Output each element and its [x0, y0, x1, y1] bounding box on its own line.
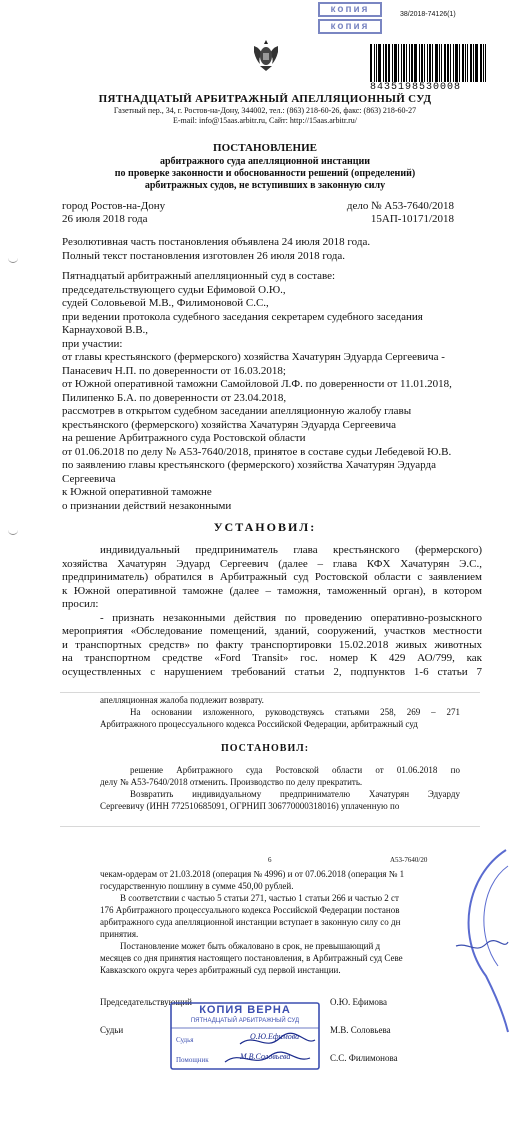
established-line: мероприятия «Обследование помещений, зданий, сооружений, участков местности: [62, 625, 482, 637]
page2-top-line: апелляционная жалоба подлежит возврату.: [100, 695, 264, 705]
composition-line: Панасевич Н.П. по доверенности от 16.03.2018;: [62, 364, 286, 377]
barcode-bars: [370, 44, 490, 82]
subtitle-line: арбитражного суда апелляционной инстанции: [159, 156, 370, 167]
composition-line: судей Соловьевой М.В., Филимоновой С.С.,: [62, 297, 269, 309]
established-line: на транспортном средстве «Ford Transit» гос. номер К 429 АО/799, как: [62, 652, 482, 664]
decision-date: 26 июля 2018 года: [62, 213, 148, 225]
round-stamp-icon: [446, 846, 510, 1036]
barcode-bar: [467, 44, 468, 82]
final-line: Кавказского округа через арбитражный суд первой инстанции.: [100, 965, 341, 975]
page-case-ref: А53-7640/20: [390, 856, 428, 864]
barcode-bar: [370, 44, 372, 82]
judges-label: Судьи: [100, 1025, 124, 1035]
barcode: [370, 44, 490, 93]
composition-line: рассмотрев в открытом судебном заседании апелляционную жалобу главы: [62, 405, 412, 417]
composition-line: к Южной оперативной таможне: [62, 486, 212, 498]
appeal-number: 15АП-10171/2018: [370, 213, 454, 225]
copy-stamp-top: копия: [318, 2, 382, 17]
final-line: принятия.: [100, 929, 139, 939]
page-divider: [60, 692, 480, 693]
barcode-digits: 8435198530008: [370, 82, 462, 93]
established-line: просил:: [62, 598, 99, 610]
stamp-title: КОПИЯ ВЕРНА: [199, 1004, 291, 1016]
composition-line: о признании действий незаконными: [62, 499, 232, 512]
composition-line: от Южной оперативной таможни Самойловой Л.Ф. по доверенности от 11.01.2018,: [62, 378, 452, 390]
barcode-bar: [432, 44, 433, 82]
barcode-bar: [450, 44, 451, 82]
barcode-bar: [475, 44, 478, 82]
barcode-bar: [455, 44, 458, 82]
final-line: В соответствии с частью 5 статьи 271, частью 1 статьи 266 и частью 2 ст: [120, 893, 399, 903]
document-subtitle: [60, 156, 470, 192]
basis-line: Арбитражного процессуального кодекса Российской Федерации, арбитражный суд: [100, 719, 418, 729]
copy-stamp: [318, 2, 382, 34]
subtitle-line: арбитражных судов, не вступивших в законную силу: [144, 180, 386, 191]
barcode-bar: [374, 44, 375, 82]
established-line: к Южной оперативной таможне (далее – таможня, таможенный орган), в котором: [62, 584, 482, 597]
presiding-label: Председательствующий: [100, 997, 192, 1007]
announcement-line: Резолютивная часть постановления объявлена 24 июля 2018 года.: [62, 236, 371, 248]
court-name: ПЯТНАДЦАТЫЙ АРБИТРАЖНЫЙ АПЕЛЛЯЦИОННЫЙ СУД: [98, 93, 432, 105]
barcode-bar: [447, 44, 449, 82]
barcode-bar: [392, 44, 393, 82]
barcode-bar: [406, 44, 407, 82]
decision-line: делу № А53-7640/2018 отменить. Производство по делу прекратить.: [100, 777, 363, 787]
composition-line: крестьянского (фермерского) хозяйства Хачатурян Эдуарда Сергеевича: [62, 418, 396, 431]
final-line: государственную пошлину в сумме 450,00 рублей.: [100, 881, 294, 891]
margin-mark-icon: [8, 256, 18, 263]
certified-copy-stamp: [170, 1002, 320, 1070]
stamp-role-judge: Судья: [176, 1036, 194, 1044]
established-line: - признать незаконными действия по проведению оперативно-розыскного: [100, 611, 482, 624]
composition-line: при участии:: [62, 337, 123, 350]
resolved-heading: ПОСТАНОВИЛ:: [220, 743, 310, 754]
barcode-bar: [465, 44, 466, 82]
barcode-bar: [453, 44, 454, 82]
composition-line: Пилипенко Б.А. по доверенности от 23.04.2018,: [62, 391, 287, 404]
composition-line: Сергеевича: [62, 472, 116, 485]
refund-line: Сергеевичу (ИНН 772510685091, ОГРНИП 306770000318016) уплаченную по: [100, 801, 400, 811]
decision-line: решение Арбитражного суда Ростовской области от 01.06.2018 по: [130, 765, 460, 775]
judge-name-third: С.С. Филимонова: [330, 1053, 398, 1063]
refund-line: Возвратить индивидуальному предпринимателю Хачатурян Эдуарду: [130, 789, 460, 799]
composition-line: от 01.06.2018 по делу № А53-7640/2018, принятое в составе судьи Лебедевой Ю.В.: [62, 445, 452, 458]
composition-line: председательствующего судьи Ефимовой О.Ю.,: [62, 283, 286, 296]
established-line: и транспортных средств» по факту транспортировки 15.02.2018 живых животных: [62, 638, 482, 651]
basis-line: На основании изложенного, руководствуясь статьями 258, 269 – 271: [130, 707, 460, 717]
stamp-signature-1: О.Ю.Ефимова: [250, 1032, 300, 1041]
stamp-signature-2: М.В.Соловьева: [240, 1052, 291, 1061]
document-title: ПОСТАНОВЛЕНИЕ: [213, 142, 317, 154]
barcode-bar: [411, 44, 413, 82]
established-line: индивидуальный предприниматель глава крестьянского (фермерского): [100, 544, 482, 556]
composition-line: по заявлению главы крестьянского (фермерского) хозяйства Хачатурян Эдуарда: [62, 459, 436, 471]
barcode-bar: [414, 44, 417, 82]
composition-line: при ведении протокола судебного заседания секретарем судебного заседания: [62, 310, 423, 323]
barcode-bar: [441, 44, 442, 82]
barcode-bar: [459, 44, 460, 82]
court-address: Газетный пер., 34, г. Ростов-на-Дону, 344002, тел.: (863) 218-60-26, факс: (863) 218-60-27: [113, 106, 417, 115]
final-text: [100, 868, 404, 976]
case-number: дело № А53-7640/2018: [346, 200, 454, 212]
established-text: [62, 544, 482, 679]
court-composition: [62, 270, 452, 513]
page-divider: [60, 826, 480, 827]
page-number: 6: [268, 856, 272, 864]
barcode-bar: [421, 44, 423, 82]
stamp-court: ПЯТНАДЦАТЫЙ АРБИТРАЖНЫЙ СУД: [190, 1018, 300, 1024]
barcode-bar: [480, 44, 482, 82]
barcode-bar: [483, 44, 484, 82]
copy-stamp-bottom: копия: [318, 19, 382, 34]
final-line: арбитражного суда апелляционной инстанции вступает в законную силу со дн: [100, 917, 401, 927]
decision-text: [100, 764, 460, 812]
composition-line: Карнауховой В.В.,: [62, 324, 149, 336]
case-code: 38/2018-74126(1): [400, 11, 456, 18]
composition-line: от главы крестьянского (фермерского) хозяйства Хачатурян Эдуарда Сергеевича -: [62, 351, 445, 363]
barcode-bar: [439, 44, 440, 82]
basis-text: [100, 706, 460, 730]
composition-line: Пятнадцатый арбитражный апелляционный суд в составе:: [62, 270, 336, 282]
city: город Ростов-на-Дону: [62, 200, 166, 212]
judge-name-second: М.В. Соловьева: [330, 1025, 391, 1035]
barcode-bar: [383, 44, 384, 82]
barcode-bar: [401, 44, 402, 82]
barcode-bar: [470, 44, 472, 82]
established-line: предприниматель) обратился в Арбитражный суд Ростовской области с заявлением: [62, 571, 482, 583]
stamp-role-assistant: Помощник: [176, 1056, 209, 1064]
barcode-bar: [473, 44, 474, 82]
barcode-bar: [403, 44, 405, 82]
barcode-bar: [444, 44, 446, 82]
barcode-bar: [398, 44, 399, 82]
barcode-bar: [462, 44, 464, 82]
margin-mark-icon: [8, 528, 18, 535]
court-contacts: E-mail: info@15aas.arbitr.ru, Сайт: http://15aas.arbitr.ru/: [173, 116, 357, 125]
announcement-line: Полный текст постановления изготовлен 26 июля 2018 года.: [62, 249, 345, 262]
final-line: 176 Арбитражного процессуального кодекса Российской Федерации постанов: [100, 905, 400, 915]
final-line: месяцев со дня принятия настоящего постановления, в Арбитражный суд Севе: [100, 953, 403, 963]
barcode-bar: [424, 44, 425, 82]
judge-name-presiding: О.Ю. Ефимова: [330, 997, 387, 1007]
coat-of-arms-icon: [250, 38, 282, 72]
barcode-bar: [485, 44, 486, 82]
subtitle-line: по проверке законности и обоснованности решений (определений): [114, 168, 416, 179]
barcode-bar: [385, 44, 387, 82]
established-heading: УСТАНОВИЛ:: [213, 520, 317, 534]
established-line: осуществленных с нарушением требований статьи 2, подпунктов 1-6 статьи 7: [62, 665, 482, 678]
barcode-bar: [376, 44, 377, 82]
barcode-bar: [394, 44, 397, 82]
final-line: Постановление может быть обжаловано в срок, не превышающий д: [120, 941, 381, 951]
barcode-bar: [378, 44, 381, 82]
barcode-bar: [409, 44, 410, 82]
barcode-bar: [429, 44, 431, 82]
final-line: чекам-ордерам от 21.03.2018 (операция № 4996) и от 07.06.2018 (операция № 1: [100, 869, 405, 879]
barcode-bar: [388, 44, 390, 82]
announcement: [62, 236, 370, 263]
established-line: хозяйства Хачатурян Эдуард Сергеевич (далее – глава КФХ Хачатурян Э.С.,: [62, 557, 482, 570]
composition-line: на решение Арбитражного суда Ростовской области: [62, 432, 306, 444]
barcode-bar: [435, 44, 438, 82]
barcode-bar: [427, 44, 428, 82]
barcode-bar: [419, 44, 420, 82]
